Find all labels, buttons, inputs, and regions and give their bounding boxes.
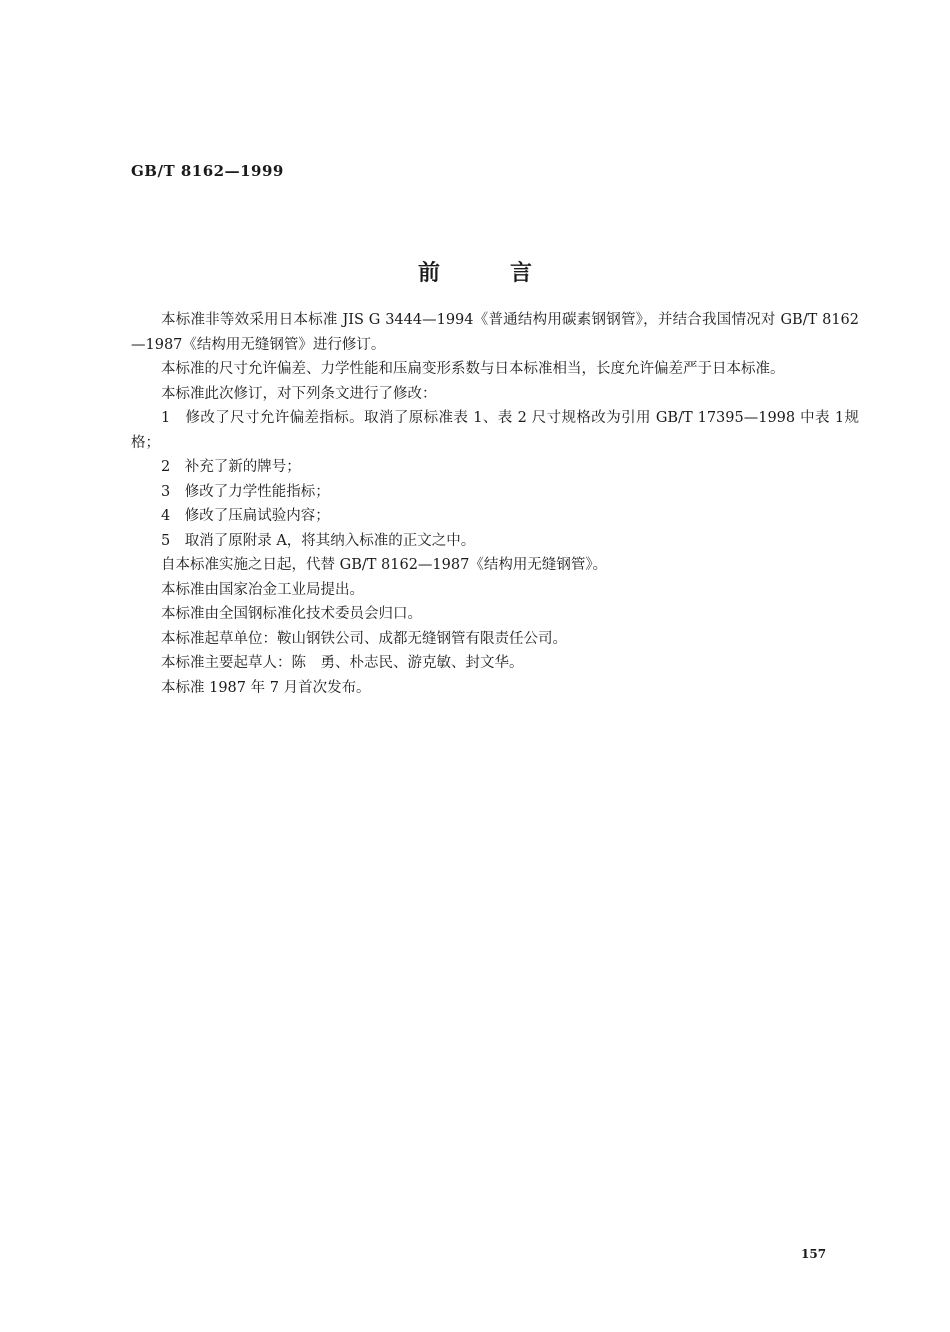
paragraph: 自本标准实施之日起，代替 GB/T 8162—1987《结构用无缝钢管》。 <box>161 557 608 573</box>
paragraph: 本标准由国家冶金工业局提出。 <box>161 581 364 598</box>
paragraph: 本标准起草单位：鞍山钢铁公司、成都无缝钢管有限责任公司。 <box>161 630 567 647</box>
paragraph: 1 修改了尺寸允许偏差指标。取消了原标准表 1、表 2 尺寸规格改为引用 GB/T 17395—1998 中表 1规格； <box>131 410 859 451</box>
paragraph: 4 修改了压扁试验内容； <box>161 508 330 524</box>
paragraph: 本标准非等效采用日本标准 JIS G 3444—1994《普通结构用碳素钢钢管》，并结合我国情况对 GB/T 8162—1987《结构用无缝钢管》进行修订。 <box>131 312 859 353</box>
paragraph: 本标准主要起草人：陈 勇、朴志民、游克敏、封文华。 <box>161 655 524 671</box>
page-title: 前言 <box>417 260 602 286</box>
paragraph: 本标准 1987 年 7 月首次发布。 <box>161 679 371 696</box>
paragraph: 本标准的尺寸允许偏差、力学性能和压扁变形系数与日本标准相当，长度允许偏差严于日本标准。 <box>161 361 785 377</box>
paragraph: 3 修改了力学性能指标； <box>161 483 330 500</box>
paragraph: 2 补充了新的牌号； <box>161 459 301 475</box>
document-code: GB/T 8162—1999 <box>131 162 284 180</box>
paragraph: 本标准此次修订，对下列条文进行了修改： <box>161 385 437 402</box>
page-number: 157 <box>801 1247 827 1261</box>
foreword-body <box>131 308 859 700</box>
paragraph: 5 取消了原附录 A，将其纳入标准的正文之中。 <box>161 532 476 549</box>
paragraph: 本标准由全国钢标准化技术委员会归口。 <box>161 606 422 622</box>
